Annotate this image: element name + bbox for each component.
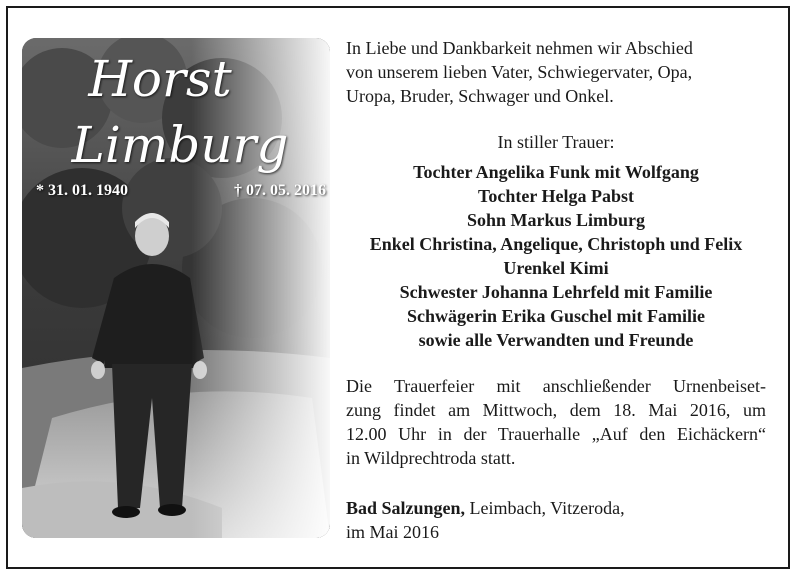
mourner-entry: Tochter Helga Pabst (478, 186, 634, 206)
ceremony-line: 12.00 Uhr in der Trauerhalle „Auf den Eichäckern“ (346, 424, 766, 444)
intro-line: In Liebe und Dankbarkeit nehmen wir Abschied (346, 38, 693, 58)
place-others: Leimbach, Vitzeroda, (465, 498, 625, 518)
mourner-entry: Tochter Angelika Funk mit Wolfgang (413, 162, 699, 182)
death-date: † 07. 05. 2016 (234, 182, 326, 199)
deceased-first-name: Horst (88, 50, 232, 108)
memorial-photo (22, 38, 330, 538)
place-city: Bad Salzungen, (346, 498, 466, 518)
ceremony-line: zung findet am Mittwoch, dem 18. Mai 2016, um (346, 400, 766, 420)
intro-line: Uropa, Bruder, Schwager und Onkel. (346, 86, 614, 106)
mourner-entry: Sohn Markus Limburg (466, 210, 646, 230)
mourners-list (346, 160, 766, 352)
place-line (346, 496, 766, 520)
photo-illustration (22, 38, 330, 538)
birth-date: * 31. 01. 1940 (36, 182, 128, 199)
mourner-entry: Enkel Christina, Angelique, Christoph und Felix (369, 234, 743, 254)
intro-line: von unserem lieben Vater, Schwiegervater, Opa, (346, 62, 693, 82)
mourner-entry: Schwägerin Erika Guschel mit Familie (407, 306, 705, 326)
mourning-heading: In stiller Trauer: (497, 132, 615, 152)
intro-paragraph (346, 36, 766, 108)
mourner-entry: sowie alle Verwandten und Freunde (418, 330, 694, 350)
notice-date: im Mai 2016 (346, 522, 439, 542)
deceased-last-name: Limburg (71, 116, 289, 174)
ceremony-paragraph (346, 374, 766, 470)
life-dates (36, 182, 326, 200)
ceremony-line: Die Trauerfeier mit anschließender Urnenbeiset- (346, 376, 766, 396)
place-and-date (346, 496, 766, 544)
ceremony-line: in Wildprechtroda statt. (346, 448, 516, 468)
mourner-entry: Urenkel Kimi (503, 258, 609, 278)
mourner-entry: Schwester Johanna Lehrfeld mit Familie (399, 282, 713, 302)
